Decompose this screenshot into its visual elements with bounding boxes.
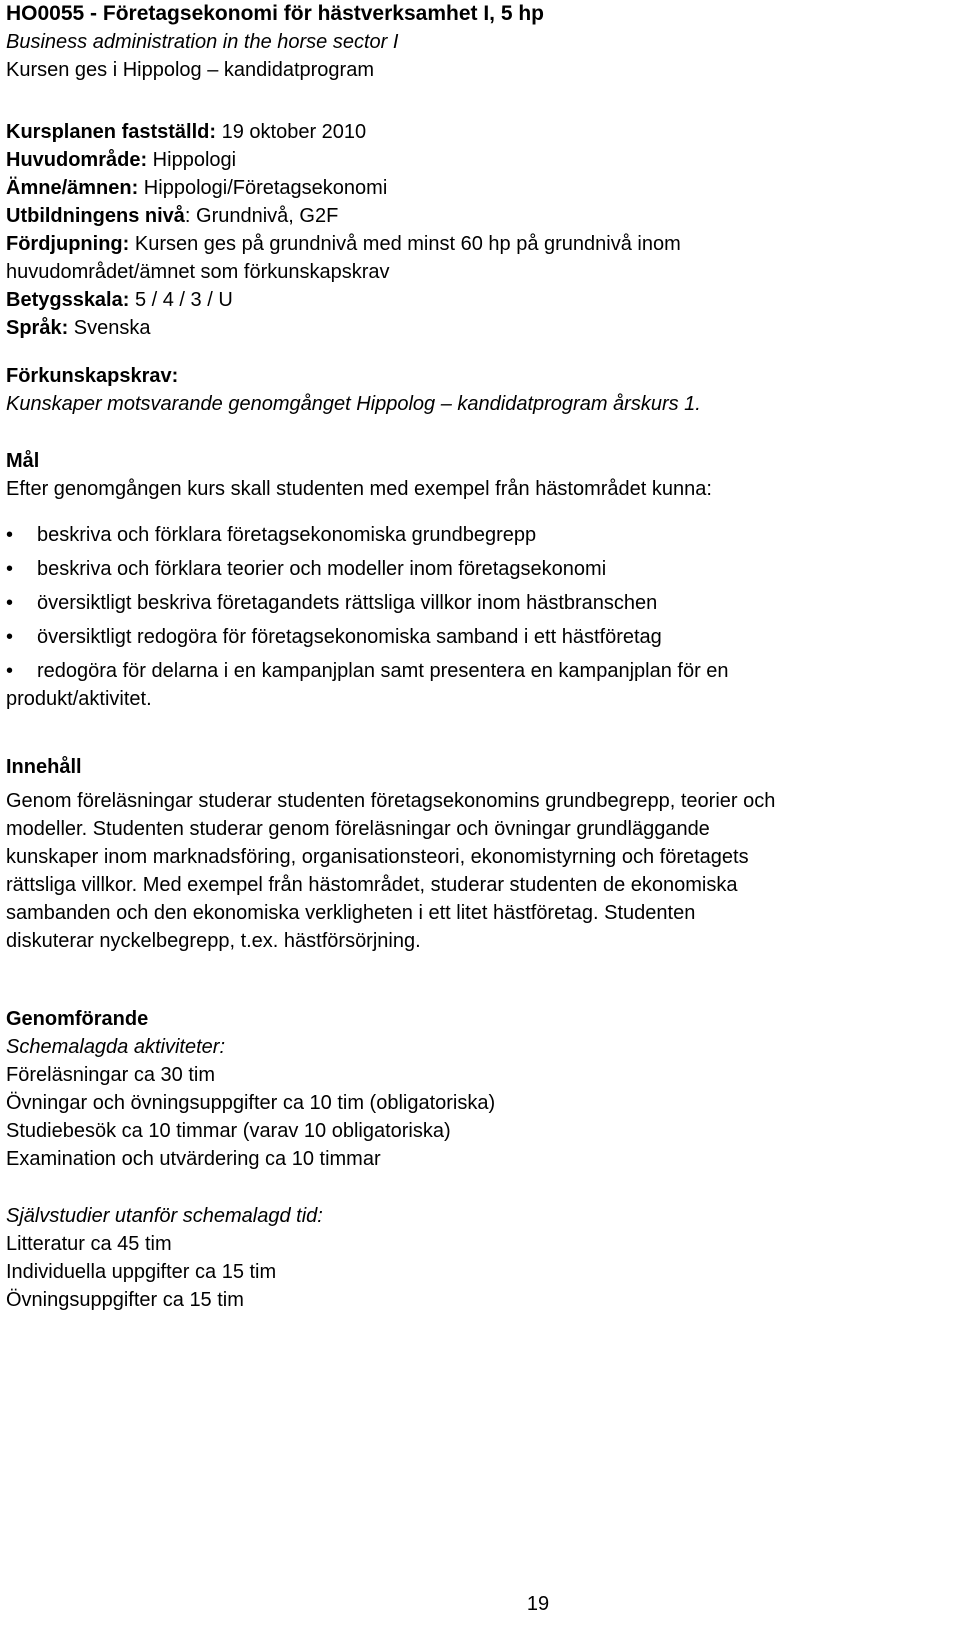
content-line: Genom föreläsningar studerar studenten företagsekonomins grundbegrepp, teorier och bbox=[6, 790, 776, 812]
fact-depth bbox=[6, 230, 956, 258]
fact-value: Hippologi/Företagsekonomi bbox=[138, 177, 388, 199]
spacer bbox=[6, 719, 956, 753]
goals-intro: Efter genomgången kurs skall studenten med exempel från hästområdet kunna: bbox=[6, 478, 712, 500]
fact-label: Ämne/ämnen: bbox=[6, 177, 139, 199]
list-item bbox=[6, 623, 956, 651]
fact-established bbox=[6, 118, 956, 146]
scheduled-item: Övningar och övningsuppgifter ca 10 tim (obligatoriska) bbox=[6, 1092, 496, 1114]
content-line: modeller. Studenten studerar genom föreläsningar och övningar grundläggande bbox=[6, 818, 710, 840]
self-study-item: Individuella uppgifter ca 15 tim bbox=[6, 1261, 277, 1283]
spacer bbox=[6, 955, 956, 1005]
list-item bbox=[6, 521, 956, 549]
content-section bbox=[6, 753, 956, 955]
course-programme: Kursen ges i Hippolog – kandidatprogram bbox=[6, 59, 374, 81]
bullet-icon: • bbox=[6, 592, 14, 614]
fact-label: Kursplanen fastställd: bbox=[6, 121, 217, 143]
list-item bbox=[6, 657, 956, 713]
scheduled-item: Studiebesök ca 10 timmar (varav 10 obligatoriska) bbox=[6, 1120, 451, 1142]
scheduled-heading: Schemalagda aktiviteter: bbox=[6, 1036, 226, 1058]
list-item-text: redogöra för delarna i en kampanjplan samt presentera en kampanjplan för en bbox=[37, 660, 729, 682]
spacer bbox=[6, 1173, 956, 1202]
fact-level bbox=[6, 202, 956, 230]
content-line: rättsliga villkor. Med exempel från hästområdet, studerar studenten de ekonomiska bbox=[6, 874, 738, 896]
content-line: kunskaper inom marknadsföring, organisationsteori, ekonomistyrning och företagets bbox=[6, 846, 749, 868]
fact-subject bbox=[6, 174, 956, 202]
page-number-text: 19 bbox=[526, 1593, 550, 1615]
bullet-icon: • bbox=[6, 524, 14, 546]
fact-label: Huvudområde: bbox=[6, 149, 148, 171]
bullet-icon: • bbox=[6, 558, 14, 580]
goals-heading: Mål bbox=[6, 450, 40, 472]
course-header bbox=[6, 0, 956, 84]
fact-label: Utbildningens nivå bbox=[6, 205, 185, 227]
implementation-section bbox=[6, 1005, 956, 1314]
spacer bbox=[6, 342, 956, 362]
course-facts bbox=[6, 118, 956, 342]
prerequisites-section bbox=[6, 362, 956, 418]
bullet-icon: • bbox=[6, 626, 14, 648]
list-item-text: översiktligt beskriva företagandets rättsliga villkor inom hästbranschen bbox=[37, 592, 658, 614]
goals-list bbox=[6, 521, 956, 713]
goals-section bbox=[6, 447, 956, 713]
content-line: sambanden och den ekonomiska verkligheten i ett litet hästföretag. Studenten bbox=[6, 902, 696, 924]
self-study-item: Övningsuppgifter ca 15 tim bbox=[6, 1289, 244, 1311]
fact-value: 5 / 4 / 3 / U bbox=[129, 289, 233, 311]
course-english-title: Business administration in the horse sector I bbox=[6, 31, 399, 53]
list-item-text: beskriva och förklara teorier och modeller inom företagsekonomi bbox=[37, 558, 607, 580]
scheduled-item: Examination och utvärdering ca 10 timmar bbox=[6, 1148, 381, 1170]
document-page bbox=[6, 0, 956, 1314]
course-title: HO0055 - Företagsekonomi för hästverksamhet I, 5 hp bbox=[6, 2, 545, 25]
bullet-icon: • bbox=[6, 660, 14, 682]
list-item-text: översiktligt redogöra för företagsekonomiska samband i ett hästföretag bbox=[37, 626, 662, 648]
list-item bbox=[6, 589, 956, 617]
list-item-text-continued: produkt/aktivitet. bbox=[6, 688, 152, 710]
fact-depth-continued: huvudområdet/ämnet som förkunskapskrav bbox=[6, 261, 390, 283]
fact-label: Fördjupning: bbox=[6, 233, 130, 255]
prerequisites-text: Kunskaper motsvarande genomgånget Hippolog – kandidatprogram årskurs 1. bbox=[6, 393, 701, 415]
prerequisites-heading: Förkunskapskrav: bbox=[6, 365, 179, 387]
fact-label: Betygsskala: bbox=[6, 289, 130, 311]
fact-value: Kursen ges på grundnivå med minst 60 hp på grundnivå inom bbox=[129, 233, 681, 255]
fact-grading bbox=[6, 286, 956, 314]
list-item-text: beskriva och förklara företagsekonomiska grundbegrepp bbox=[37, 524, 537, 546]
spacer bbox=[6, 84, 956, 118]
spacer bbox=[6, 418, 956, 447]
fact-value: 19 oktober 2010 bbox=[216, 121, 367, 143]
self-study-heading: Självstudier utanför schemalagd tid: bbox=[6, 1205, 323, 1227]
fact-label: Språk: bbox=[6, 317, 69, 339]
list-item bbox=[6, 555, 956, 583]
implementation-heading: Genomförande bbox=[6, 1008, 149, 1030]
self-study-item: Litteratur ca 45 tim bbox=[6, 1233, 172, 1255]
content-heading: Innehåll bbox=[6, 756, 82, 778]
spacer bbox=[6, 503, 956, 521]
fact-value: : Grundnivå, G2F bbox=[184, 205, 339, 227]
fact-main-area bbox=[6, 146, 956, 174]
fact-language bbox=[6, 314, 956, 342]
fact-value: Svenska bbox=[68, 317, 151, 339]
page-number bbox=[0, 1590, 960, 1618]
scheduled-item: Föreläsningar ca 30 tim bbox=[6, 1064, 215, 1086]
content-line: diskuterar nyckelbegrepp, t.ex. hästförsörjning. bbox=[6, 930, 421, 952]
fact-value: Hippologi bbox=[147, 149, 237, 171]
